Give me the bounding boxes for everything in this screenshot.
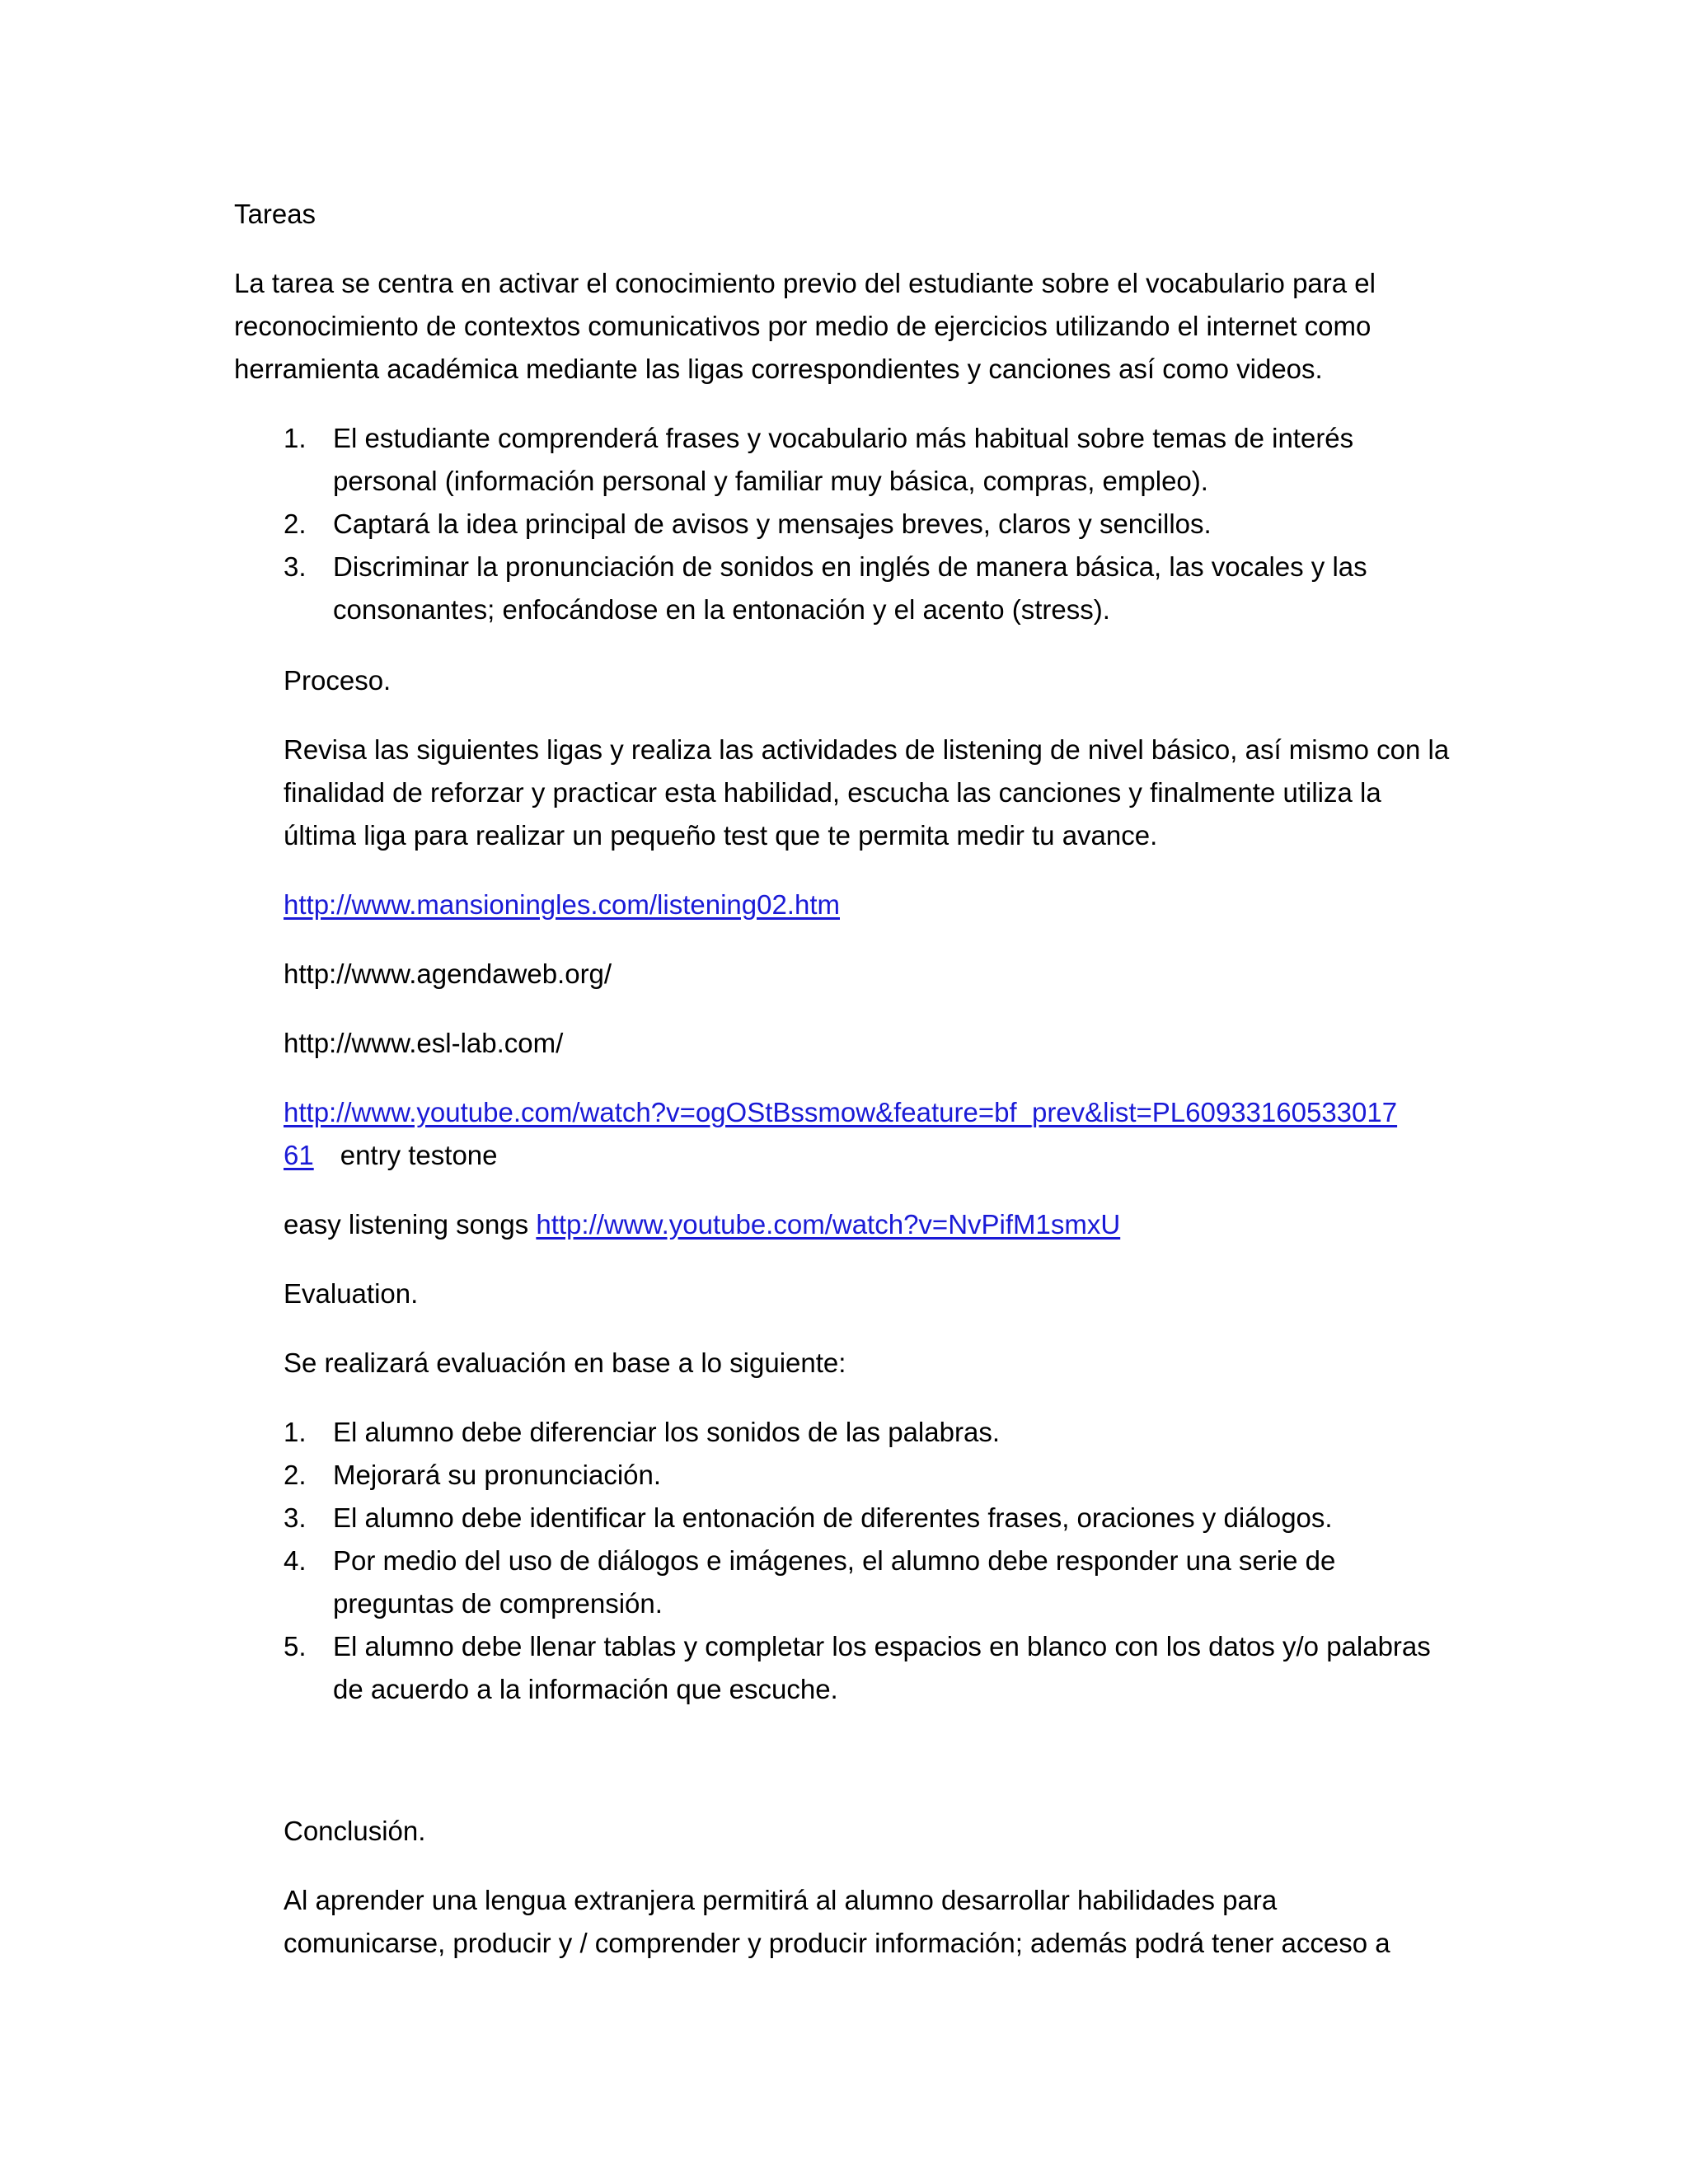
heading-conclusion: Conclusión. [284,1816,426,1846]
heading-evaluation: Evaluation. [284,1278,419,1309]
list-item-text: personal (información personal y familiar muy básica, compras, empleo). [333,466,1208,496]
list-item-number: 1. [284,1417,307,1447]
list-item-number: 3. [284,1502,307,1533]
intro-line-1: La tarea se centra en activar el conocimiento previo del estudiante sobre el vocabulario para el [234,268,1376,298]
conclusion-line-2: comunicarse, producir y / comprender y producir información; además podrá tener acceso a [284,1928,1390,1958]
list-item-text: preguntas de comprensión. [333,1588,663,1619]
list-item-number: 2. [284,1460,307,1490]
list-item-text: Mejorará su pronunciación. [333,1460,662,1490]
heading-proceso: Proceso. [284,665,392,696]
intro-line-2: reconocimiento de contextos comunicativos por medio de ejercicios utilizando el internet como [234,311,1372,341]
url-esl-lab: http://www.esl-lab.com/ [284,1028,564,1058]
list-item-number: 3. [284,551,307,582]
list-item-number: 5. [284,1631,307,1661]
list-item-text: de acuerdo a la información que escuche. [333,1674,838,1704]
list-item-text: Por medio del uso de diálogos e imágenes, el alumno debe responder una serie de [333,1545,1336,1576]
link-mansioningles[interactable] [284,883,840,926]
list-item-text: El alumno debe llenar tablas y completar los espacios en blanco con los datos y/o palabras [333,1631,1431,1661]
songs-prefix: easy listening songs [284,1209,529,1240]
link-youtube-2[interactable]: http://www.youtube.com/watch?v=NvPifM1smxU [536,1209,1121,1240]
link-youtube-1-line2[interactable]: 61 [284,1140,314,1170]
link-mansioningles-text[interactable]: http://www.mansioningles.com/listening02.htm [284,889,840,920]
link-youtube-1-line1[interactable]: http://www.youtube.com/watch?v=ogOStBssmow&feature=bf_prev&list=PL60933160533017 [284,1097,1398,1127]
intro-line-3: herramienta académica mediante las ligas correspondientes y canciones así como videos. [234,354,1323,384]
url-agendaweb: http://www.agendaweb.org/ [284,958,612,989]
link-youtube-1-continued[interactable] [284,1134,498,1177]
songs-line [284,1203,1120,1246]
list-item-text: Captará la idea principal de avisos y mensajes breves, claros y sencillos. [333,509,1212,539]
list-item-text: El estudiante comprenderá frases y vocabulario más habitual sobre temas de interés [333,423,1354,453]
proceso-line-3: última liga para realizar un pequeño test que te permita medir tu avance. [284,820,1158,851]
proceso-line-1: Revisa las siguientes ligas y realiza las actividades de listening de nivel básico, así mismo con la [284,734,1450,765]
list-item-text: El alumno debe diferenciar los sonidos de las palabras. [333,1417,1000,1447]
evaluation-intro: Se realizará evaluación en base a lo siguiente: [284,1347,846,1378]
list-item-text: consonantes; enfocándose en la entonación y el acento (stress). [333,594,1110,625]
list-item-text: El alumno debe identificar la entonación de diferentes frases, oraciones y diálogos. [333,1502,1333,1533]
list-item-number: 4. [284,1545,307,1576]
conclusion-line-1: Al aprender una lengua extranjera permitirá al alumno desarrollar habilidades para [284,1885,1278,1915]
heading-tareas: Tareas [234,199,316,229]
proceso-line-2: finalidad de reforzar y practicar esta habilidad, escucha las canciones y finalmente utiliza la [284,777,1381,808]
youtube-1-suffix: entry testone [340,1140,498,1170]
list-item-number: 2. [284,509,307,539]
link-youtube-1[interactable] [284,1091,1397,1134]
list-item-number: 1. [284,423,307,453]
list-item-text: Discriminar la pronunciación de sonidos en inglés de manera básica, las vocales y las [333,551,1367,582]
